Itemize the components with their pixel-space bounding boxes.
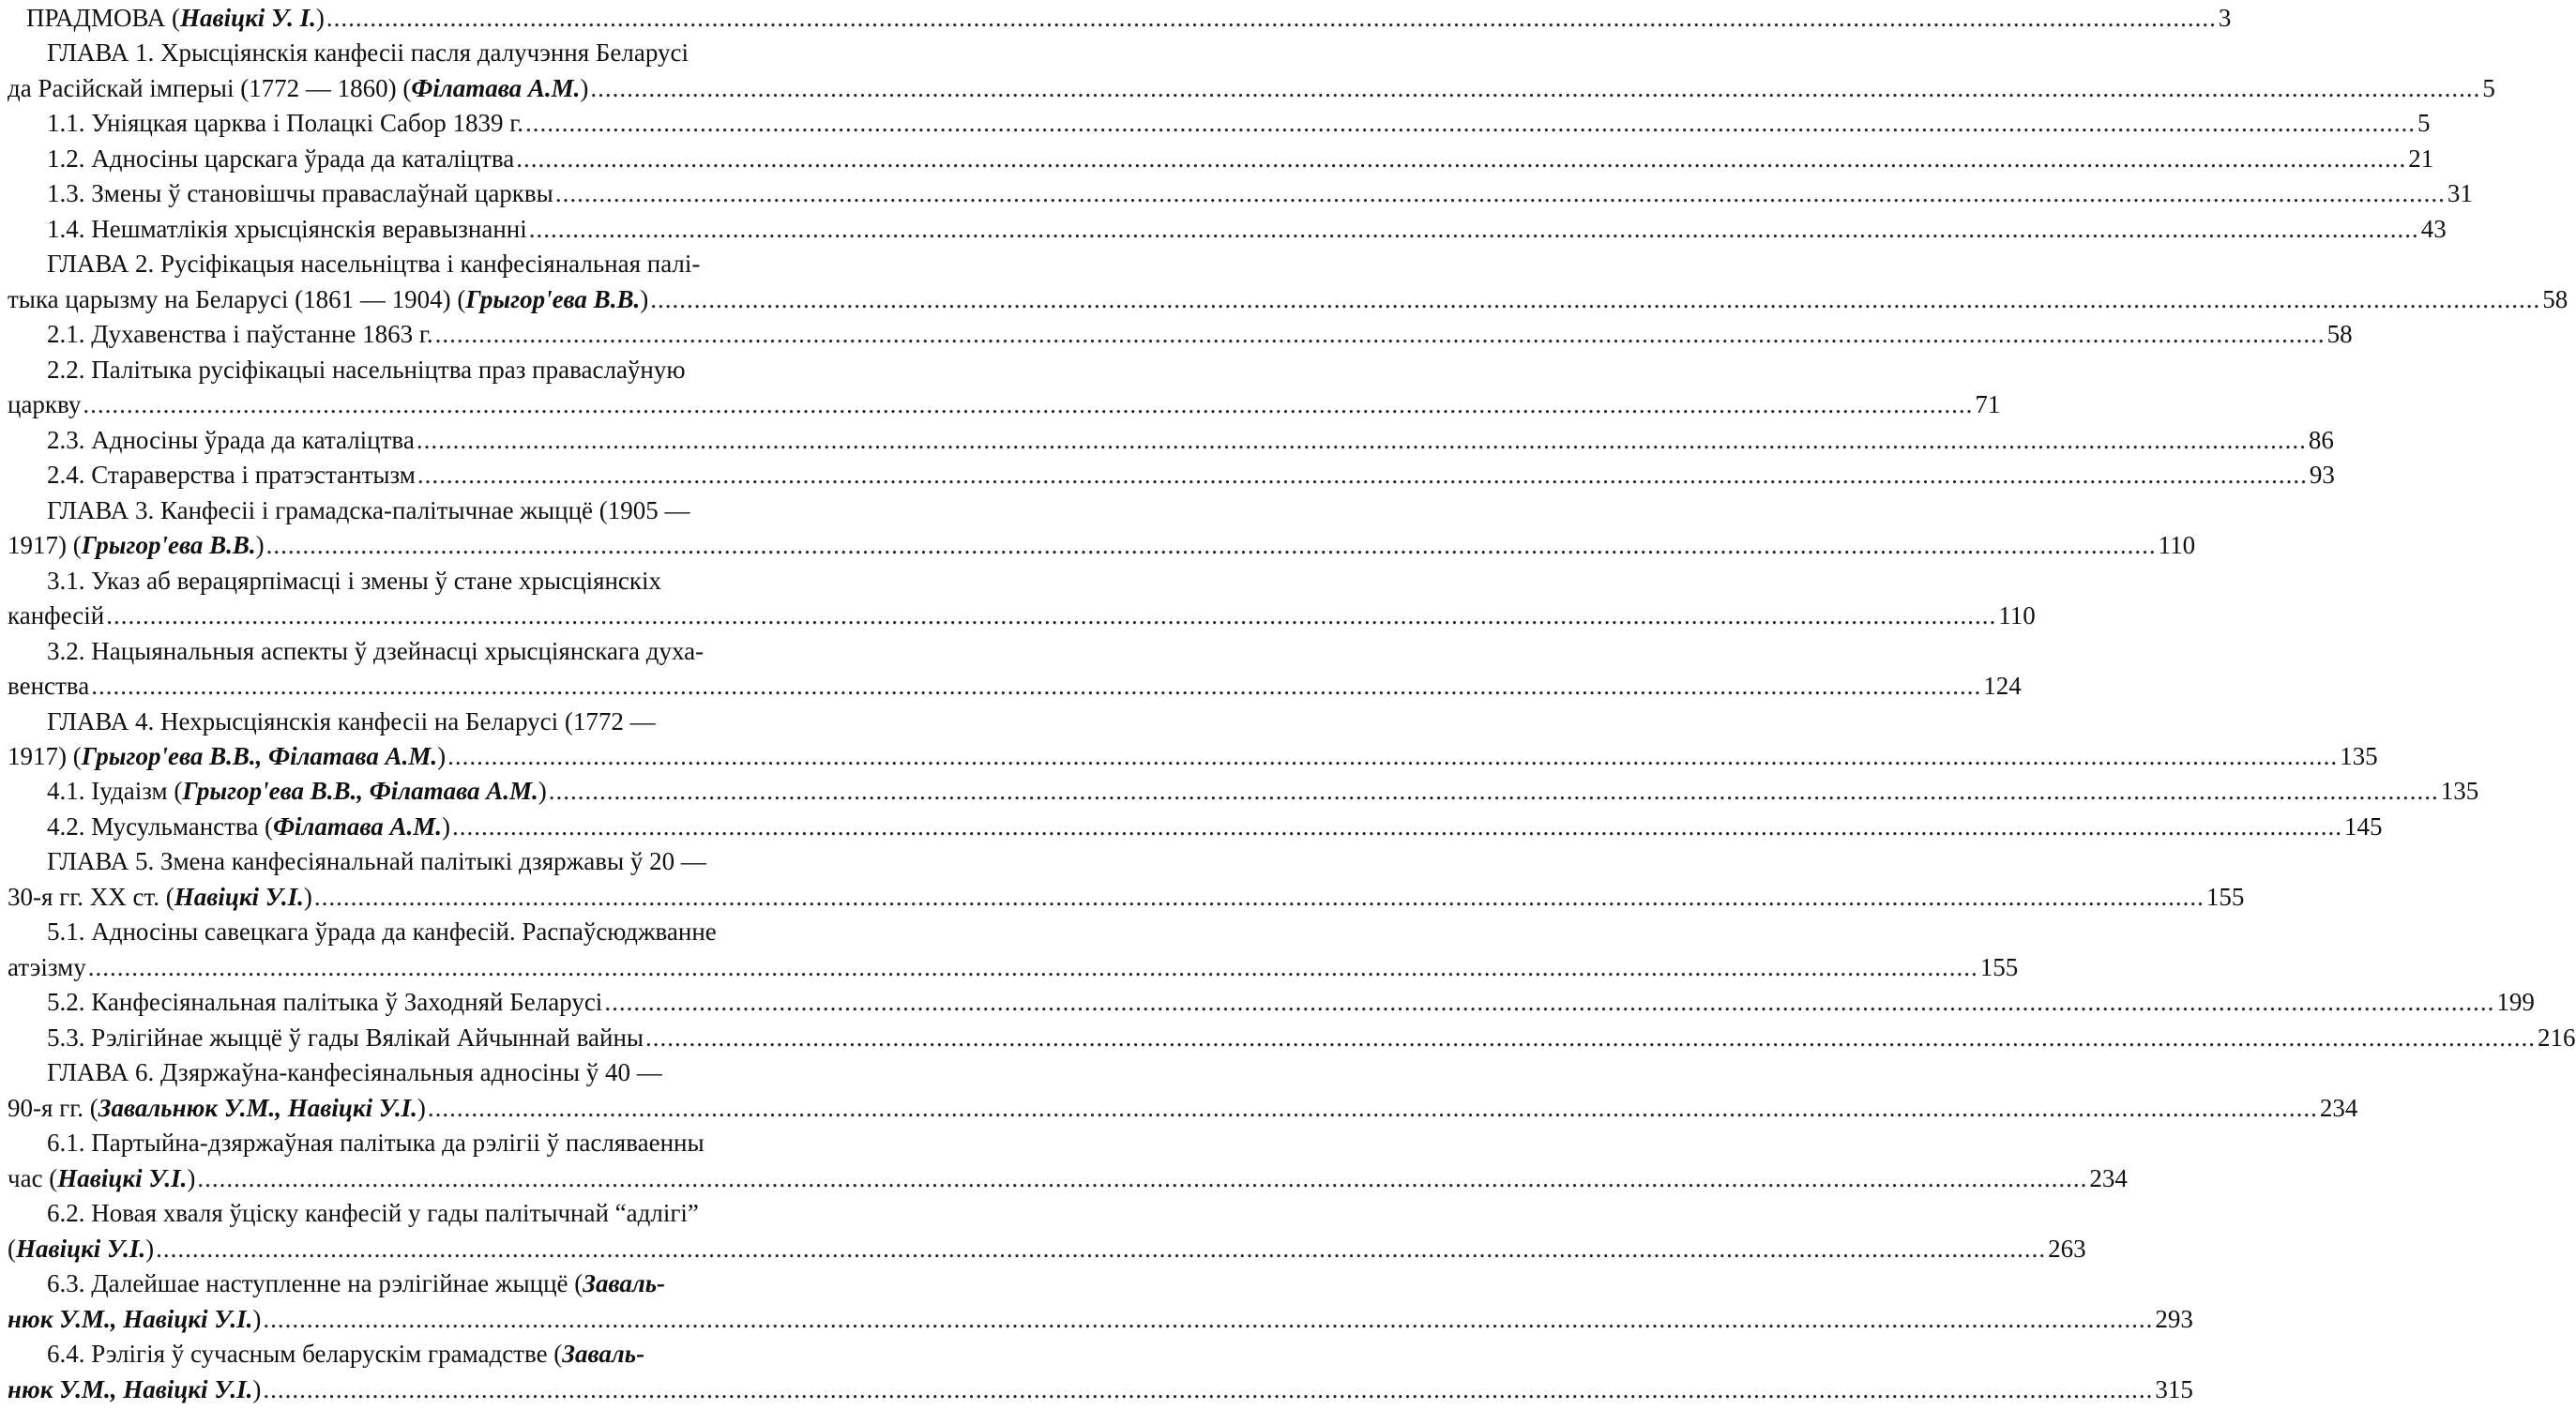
toc-line <box>47 1267 931 1299</box>
toc-author: Філатава А.М. <box>411 74 581 102</box>
toc-author: Грыгор'ева В.В., Філатава А.М. <box>182 777 538 805</box>
toc-line-with-page <box>47 318 2353 350</box>
dot-leader: .................................................................................................................................................................................................................................................................... <box>427 1094 2318 1122</box>
toc-line-with-page <box>8 72 2495 104</box>
toc-title-text: 3.1. Указ аб верацярпімасці і змены ў стане хрысціянскіх <box>47 567 662 595</box>
toc-title-text: ГЛАВА 4. Нехрысціянскія канфесіі на Беларусі (1772 — <box>47 707 656 735</box>
toc-title-text: венства <box>8 672 90 700</box>
toc-title-text: ГЛАВА 1. Хрысціянскія канфесіі пасля далучэння Беларусі <box>47 38 689 67</box>
dot-leader: .................................................................................................................................................................................................................................................................... <box>91 672 1982 700</box>
toc-line <box>47 494 931 526</box>
toc-title-text: ) <box>315 4 325 32</box>
toc-title-text: 6.1. Партыйна-дзяржаўная палітыка да рэлігіі ў пасляваенны <box>47 1129 705 1157</box>
toc-author: Філатава А.М. <box>273 812 443 841</box>
toc-line-with-page <box>8 1233 2086 1265</box>
dot-leader: .................................................................................................................................................................................................................................................................... <box>554 179 2446 207</box>
toc-author: нюк У.М., Навіцкі У.І. <box>8 1375 253 1403</box>
toc-title-text: 1.4. Нешматлікія хрысціянскія веравызнанні <box>47 215 527 243</box>
toc-title-text: да Расійскай імперыі (1772 — 1860) ( <box>8 74 412 102</box>
toc-line-with-page <box>8 740 2378 772</box>
page-number: 93 <box>2309 461 2335 489</box>
page-number: 199 <box>2496 988 2535 1016</box>
dot-leader: .................................................................................................................................................................................................................................................................... <box>528 215 2419 243</box>
toc-line-with-page <box>8 1303 2193 1335</box>
toc-author: Заваль- <box>583 1269 666 1297</box>
toc-title-text: ГЛАВА 2. Русіфікацыя насельніцтва і канфесіянальная палі- <box>47 250 701 278</box>
toc-text <box>47 1058 662 1086</box>
toc-title-text: ) <box>417 1094 426 1122</box>
toc-text <box>8 72 588 104</box>
page-number: 43 <box>2420 215 2447 243</box>
toc-line-with-page <box>47 986 2535 1018</box>
toc-author: Грыгор'ева В.В. <box>81 531 256 559</box>
toc-text <box>47 107 523 139</box>
toc-text <box>47 637 704 665</box>
page-number: 234 <box>2319 1094 2358 1122</box>
toc-author: Грыгор'ева В.В., Філатава А.М. <box>81 742 438 770</box>
page-number: 315 <box>2155 1375 2193 1403</box>
toc-line <box>47 705 931 737</box>
toc-text <box>26 2 325 34</box>
toc-title-text: 2.2. Палітыка русіфікацыі насельніцтва праз праваслаўную <box>47 356 686 384</box>
toc-text <box>8 1303 261 1335</box>
toc-text <box>8 951 86 983</box>
toc-title-text: ) <box>252 1375 262 1403</box>
toc-title-text: ) <box>187 1164 196 1192</box>
dot-leader: .................................................................................................................................................................................................................................................................... <box>83 390 1974 418</box>
toc-line-with-page <box>47 143 2434 174</box>
toc-text <box>47 986 602 1018</box>
dot-leader: .................................................................................................................................................................................................................................................................... <box>263 1375 2154 1403</box>
toc-text <box>47 1199 699 1227</box>
toc-author: Заваль- <box>562 1340 645 1368</box>
toc-author: Навіцкі У.І. <box>174 883 304 911</box>
toc-text <box>47 356 686 384</box>
toc-text <box>8 1162 195 1194</box>
toc-text <box>47 707 656 735</box>
dot-leader: .................................................................................................................................................................................................................................................................... <box>590 74 2481 102</box>
toc-line-with-page <box>47 424 2334 456</box>
toc-text <box>47 811 450 842</box>
toc-title-text: канфесій <box>8 601 105 629</box>
toc-title-text: ) <box>580 74 589 102</box>
dot-leader: .................................................................................................................................................................................................................................................................... <box>326 4 2217 32</box>
toc-title-text: ) <box>640 285 649 313</box>
toc-text <box>47 424 415 456</box>
toc-line-with-page <box>8 599 2036 631</box>
toc-text <box>8 1092 426 1124</box>
toc-line-with-page <box>47 177 2473 209</box>
toc-title-text: 4.2. Мусульманства ( <box>47 812 274 841</box>
dot-leader: .................................................................................................................................................................................................................................................................... <box>452 812 2343 841</box>
toc-line-with-page <box>8 388 2001 420</box>
toc-title-text: 5.2. Канфесіянальная палітыка ў Заходняй Беларусі <box>47 988 603 1016</box>
toc-line-with-page <box>26 2 2232 34</box>
toc-title-text: ) <box>442 812 451 841</box>
toc-title-text: 6.4. Рэлігія ў сучасным беларускім грамадстве ( <box>47 1340 563 1368</box>
toc-text <box>47 775 547 807</box>
toc-title-text: час ( <box>8 1164 58 1192</box>
toc-title-text: 2.4. Стараверства і пратэстантызм <box>47 461 416 489</box>
toc-text <box>8 1233 154 1265</box>
dot-leader: .................................................................................................................................................................................................................................................................... <box>197 1164 2088 1192</box>
toc-title-text: ) <box>252 1305 262 1333</box>
toc-author: нюк У.М., Навіцкі У.І. <box>8 1305 253 1333</box>
toc-line-with-page <box>8 1162 2128 1194</box>
page-number: 5 <box>2417 109 2431 137</box>
page-number: 155 <box>1979 953 2019 981</box>
page-number: 145 <box>2344 812 2383 841</box>
toc-title-text: 1.3. Змены ў становішчы праваслаўнай царквы <box>47 179 553 207</box>
toc-text <box>8 599 104 631</box>
toc-author: Навіцкі У. І. <box>180 4 316 32</box>
dot-leader: .................................................................................................................................................................................................................................................................... <box>263 1305 2154 1333</box>
toc-title-text: 1917) ( <box>8 742 82 770</box>
toc-line-with-page <box>47 1022 2576 1054</box>
toc-text <box>47 1022 644 1054</box>
toc-line-with-page <box>47 459 2335 491</box>
toc-text <box>47 1129 705 1157</box>
page-number: 58 <box>2326 320 2353 348</box>
toc-text <box>8 388 81 420</box>
dot-leader: .................................................................................................................................................................................................................................................................... <box>156 1235 2047 1263</box>
toc-line-with-page <box>47 213 2447 245</box>
page-number: 3 <box>2218 4 2232 32</box>
toc-line <box>47 1338 931 1370</box>
toc-text <box>8 881 312 913</box>
page-number: 58 <box>2542 285 2568 313</box>
page-number: 135 <box>2440 777 2479 805</box>
toc-text <box>47 38 689 67</box>
toc-title-text: царкву <box>8 390 82 418</box>
page-number: 21 <box>2408 144 2434 173</box>
toc-title-text: 30-я гг. XX ст. ( <box>8 883 174 911</box>
toc-text <box>47 177 553 209</box>
toc-text <box>47 567 661 595</box>
toc-title-text: ГЛАВА 6. Дзяржаўна-канфесіянальныя адносіны ў 40 — <box>47 1058 662 1086</box>
toc-title-text: ГЛАВА 5. Змена канфесіянальнай палітыкі дзяржавы ў 20 — <box>47 847 706 875</box>
toc-line-with-page <box>47 107 2431 139</box>
toc-title-text: 2.1. Духавенства і паўстанне 1863 г. <box>47 320 433 348</box>
dot-leader: .................................................................................................................................................................................................................................................................... <box>265 531 2157 559</box>
toc-author: Навіцкі У.І. <box>16 1235 146 1263</box>
page-number: 110 <box>2158 531 2196 559</box>
toc-line-with-page <box>47 775 2479 807</box>
dot-leader: .................................................................................................................................................................................................................................................................... <box>447 742 2339 770</box>
toc-line <box>47 1127 931 1159</box>
toc-line <box>47 845 931 877</box>
page-number: 263 <box>2048 1235 2086 1263</box>
toc-text <box>47 459 416 491</box>
page-number: 5 <box>2482 74 2495 102</box>
toc-line-with-page <box>8 1092 2358 1124</box>
dot-leader: .................................................................................................................................................................................................................................................................... <box>645 1023 2537 1052</box>
toc-text <box>47 213 527 245</box>
toc-title-text: 1917) ( <box>8 531 82 559</box>
dot-leader: .................................................................................................................................................................................................................................................................... <box>313 883 2205 911</box>
toc-title-text: 1.1. Уніяцкая царква і Полацкі Сабор 1839 г. <box>47 109 524 137</box>
toc-text <box>47 250 700 278</box>
toc-text <box>47 318 433 350</box>
toc-text <box>47 496 690 524</box>
toc-text <box>8 1373 261 1405</box>
page-number: 71 <box>1975 390 2001 418</box>
toc-line-with-page <box>8 670 2022 702</box>
toc-line <box>47 1197 931 1229</box>
dot-leader: .................................................................................................................................................................................................................................................................... <box>548 777 2439 805</box>
toc-title-text: ) <box>538 777 547 805</box>
dot-leader: .................................................................................................................................................................................................................................................................... <box>434 320 2326 348</box>
toc-line <box>47 248 931 280</box>
toc-title-text: 3.2. Нацыянальныя аспекты ў дзейнасці хрысціянскага духа- <box>47 637 705 665</box>
toc-line-with-page <box>47 811 2383 842</box>
toc-author: Грыгор'ева В.В. <box>465 285 641 313</box>
page-number: 293 <box>2155 1305 2193 1333</box>
toc-line <box>47 1056 931 1088</box>
toc-line <box>47 916 931 948</box>
dot-leader: .................................................................................................................................................................................................................................................................... <box>516 144 2407 173</box>
toc-title-text: ) <box>437 742 447 770</box>
page-number: 155 <box>2205 883 2245 911</box>
dot-leader: .................................................................................................................................................................................................................................................................... <box>417 461 2308 489</box>
toc-title-text: ) <box>145 1235 155 1263</box>
toc-title-text: 2.3. Адносіны ўрада да каталіцтва <box>47 426 415 454</box>
toc-title-text: 6.3. Далейшае наступленне на рэлігійнае жыццё ( <box>47 1269 583 1297</box>
page-number: 110 <box>1998 601 2036 629</box>
toc-title-text: ( <box>8 1235 16 1263</box>
toc-line-with-page <box>8 283 2568 315</box>
toc-line-with-page <box>8 951 2019 983</box>
toc-title-text: 5.3. Рэлігійнае жыццё ў гады Вялікай Айчыннай вайны <box>47 1023 644 1052</box>
toc-text <box>47 1269 665 1297</box>
page-number: 216 <box>2538 1023 2576 1052</box>
page-number: 31 <box>2447 179 2473 207</box>
dot-leader: .................................................................................................................................................................................................................................................................... <box>106 601 1997 629</box>
toc-title-text: ПРАДМОВА ( <box>26 4 181 32</box>
toc-line-with-page <box>8 1373 2193 1405</box>
toc-text <box>8 740 446 772</box>
toc-author: Навіцкі У.І. <box>57 1164 188 1192</box>
toc-title-text: ГЛАВА 3. Канфесіі і грамадска-палітычнае жыццё (1905 — <box>47 496 690 524</box>
toc-line-with-page <box>8 881 2245 913</box>
toc-line <box>47 635 931 667</box>
toc-text <box>8 529 265 561</box>
toc-line <box>47 37 931 68</box>
page-number: 135 <box>2340 742 2378 770</box>
page-number: 86 <box>2308 426 2334 454</box>
toc-text <box>47 1340 644 1368</box>
toc-title-text: 1.2. Адносіны царскага ўрада да каталіцтва <box>47 144 515 173</box>
toc-text <box>8 670 89 702</box>
toc-text <box>8 283 648 315</box>
toc-line <box>47 354 931 386</box>
page-number: 234 <box>2089 1164 2128 1192</box>
toc-line <box>47 565 931 597</box>
toc-text <box>47 847 706 875</box>
toc-text <box>47 143 514 174</box>
dot-leader: .................................................................................................................................................................................................................................................................... <box>604 988 2495 1016</box>
dot-leader: .................................................................................................................................................................................................................................................................... <box>650 285 2541 313</box>
toc-author: Завальнюк У.М., Навіцкі У.І. <box>98 1094 417 1122</box>
toc-text <box>47 917 717 946</box>
toc-title-text: ) <box>303 883 312 911</box>
toc-title-text: 6.2. Новая хваля ўціску канфесій у гады палітычнай “адлігі” <box>47 1199 699 1227</box>
toc-title-text: 5.1. Адносіны савецкага ўрада да канфесій. Распаўсюджванне <box>47 917 717 946</box>
toc-title-text: ) <box>255 531 265 559</box>
dot-leader: .................................................................................................................................................................................................................................................................... <box>87 953 1978 981</box>
dot-leader: .................................................................................................................................................................................................................................................................... <box>416 426 2307 454</box>
toc-title-text: 4.1. Іудаізм ( <box>47 777 183 805</box>
toc-title-text: тыка царызму на Беларусі (1861 — 1904) ( <box>8 285 466 313</box>
dot-leader: .................................................................................................................................................................................................................................................................... <box>525 109 2417 137</box>
toc-line-with-page <box>8 529 2196 561</box>
page-number: 124 <box>1983 672 2022 700</box>
toc-title-text: атэізму <box>8 953 86 981</box>
toc-title-text: 90-я гг. ( <box>8 1094 98 1122</box>
